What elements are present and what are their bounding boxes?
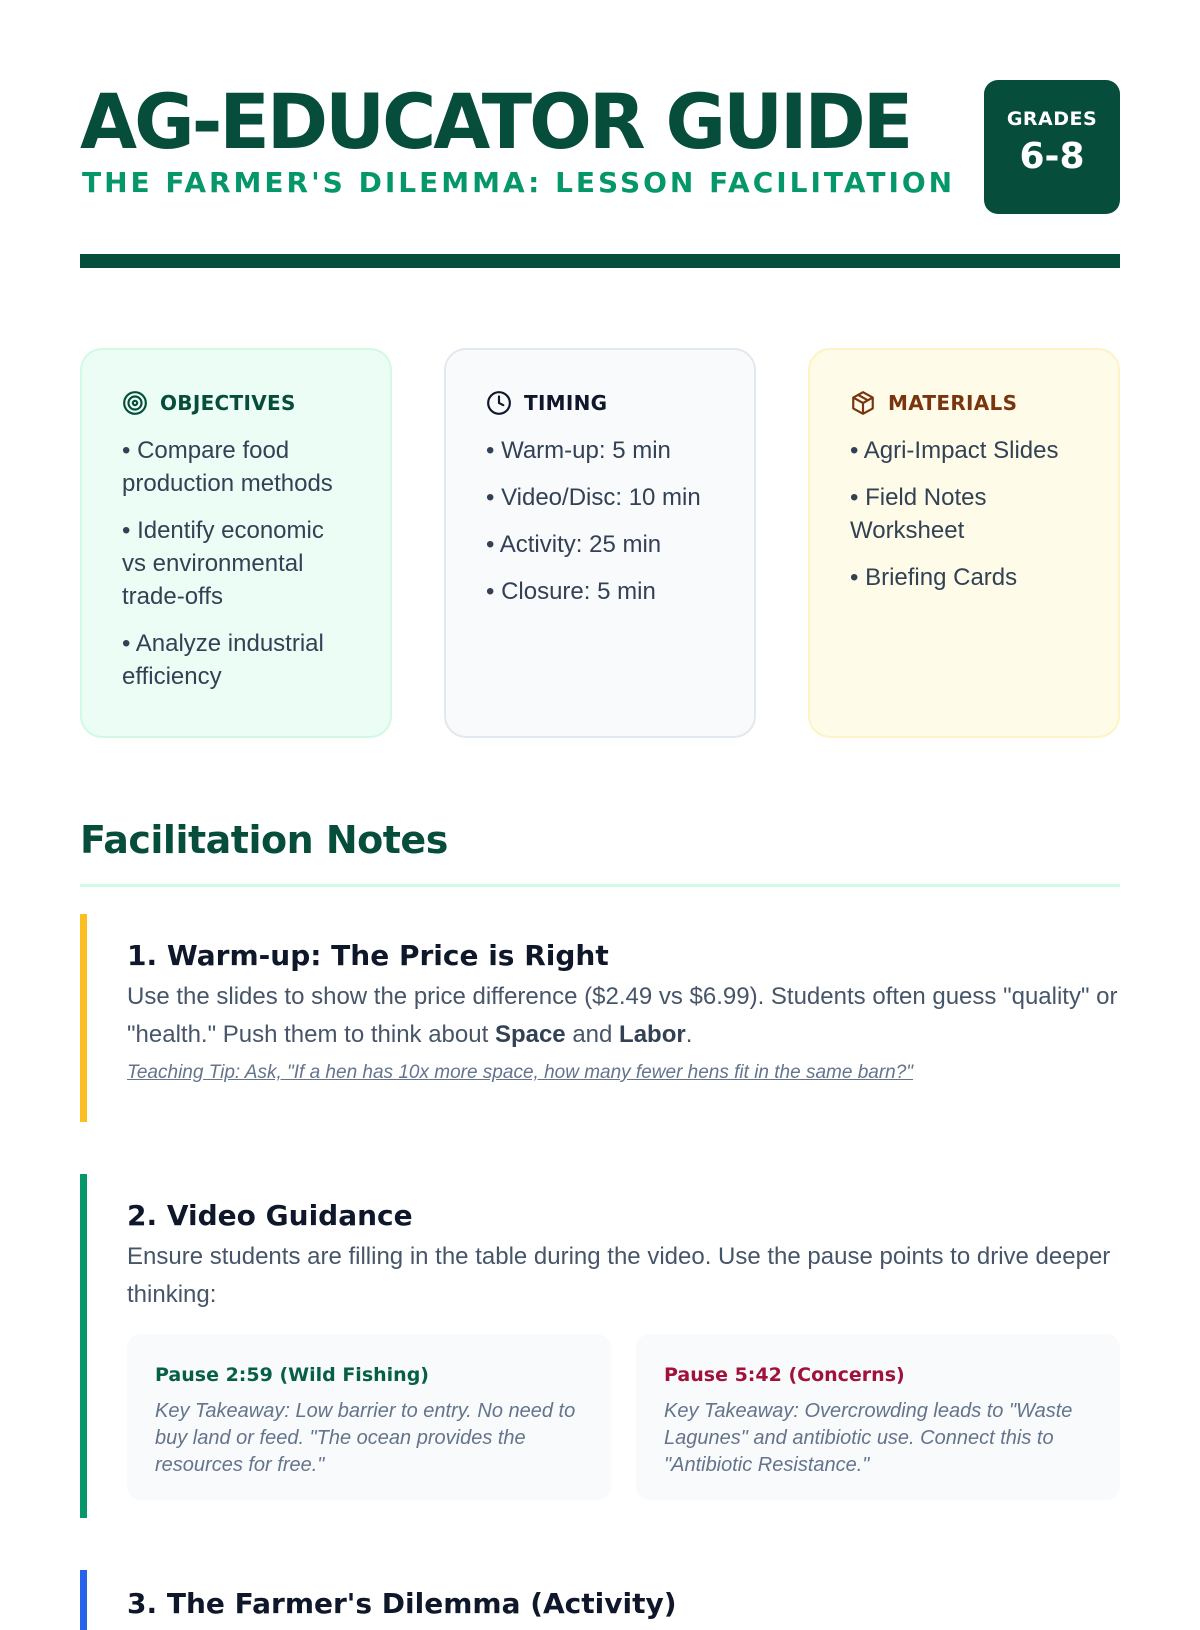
note-title: 3. The Farmer's Dilemma (Activity) (127, 1587, 677, 1620)
materials-list (850, 434, 1078, 594)
timing-list (486, 434, 714, 608)
target-icon (122, 390, 148, 416)
list-item: • Video/Disc: 10 min (486, 484, 701, 511)
page-header (80, 77, 1120, 270)
list-item: • Analyze industrial efficiency (122, 630, 324, 690)
list-item: • Activity: 25 min (486, 531, 662, 558)
materials-title: MATERIALS (888, 391, 1018, 415)
section-title: Facilitation Notes (80, 818, 448, 862)
note-body-text: . (685, 1021, 693, 1048)
note-activity (80, 1570, 1120, 1630)
note-body-bold: Space (494, 1021, 566, 1048)
teaching-tip: Teaching Tip: Ask, "If a hen has 10x more space, how many fewer hens fit in the same barn?" (127, 1062, 914, 1083)
header-divider (80, 254, 1120, 268)
list-item: • Agri-Impact Slides (850, 437, 1059, 464)
objectives-card (80, 348, 392, 738)
pause-heading: Pause 5:42 (Concerns) (664, 1364, 905, 1386)
pause-takeaway: Key Takeaway: Overcrowding leads to "Waste Lagunes" and antibiotic use. Connect this to "Antibiotic Resistance." (664, 1400, 1073, 1476)
list-item: • Briefing Cards (850, 564, 1018, 591)
timing-card (444, 348, 756, 738)
note-body-text: and (565, 1021, 620, 1048)
page-title: AG-EDUCATOR GUIDE (80, 77, 911, 166)
clock-icon (486, 390, 512, 416)
package-icon (850, 390, 876, 416)
list-item: • Identify economic vs environmental trade-offs (122, 517, 324, 610)
note-body-text: Use the slides to show the price difference ($2.49 vs $6.99). Students often guess "quality" or "health." Push them to think about (127, 983, 1118, 1048)
note-warm-up (80, 914, 1120, 1122)
list-item: • Warm-up: 5 min (486, 437, 671, 464)
overview-cards (80, 348, 1120, 738)
grade-label: GRADES (1006, 108, 1098, 130)
note-body-bold: Labor (619, 1021, 686, 1048)
pause-takeaway: Key Takeaway: Low barrier to entry. No need to buy land or feed. "The ocean provides the resources for free." (155, 1400, 576, 1476)
grade-value: 6-8 (1019, 136, 1085, 177)
materials-card (808, 348, 1120, 738)
pause-card-wild-fishing (127, 1334, 611, 1500)
note-title: 1. Warm-up: The Price is Right (127, 939, 609, 972)
list-item: • Compare food production methods (122, 437, 333, 497)
list-item: • Closure: 5 min (486, 578, 656, 605)
objectives-title: OBJECTIVES (160, 391, 296, 415)
list-item: • Field Notes Worksheet (850, 484, 987, 544)
note-body (127, 978, 1120, 1054)
grade-badge (984, 80, 1120, 214)
section-divider (80, 884, 1120, 887)
objectives-list (122, 434, 350, 693)
timing-title: TIMING (524, 391, 608, 415)
pause-points (127, 1334, 1120, 1500)
pause-heading: Pause 2:59 (Wild Fishing) (155, 1364, 429, 1386)
note-title: 2. Video Guidance (127, 1199, 413, 1232)
pause-card-concerns (636, 1334, 1120, 1500)
note-video-guidance (80, 1174, 1120, 1518)
page-subtitle: THE FARMER'S DILEMMA: LESSON FACILITATION (82, 166, 956, 199)
note-body: Ensure students are filling in the table during the video. Use the pause points to drive deeper thinking: (127, 1243, 1111, 1308)
